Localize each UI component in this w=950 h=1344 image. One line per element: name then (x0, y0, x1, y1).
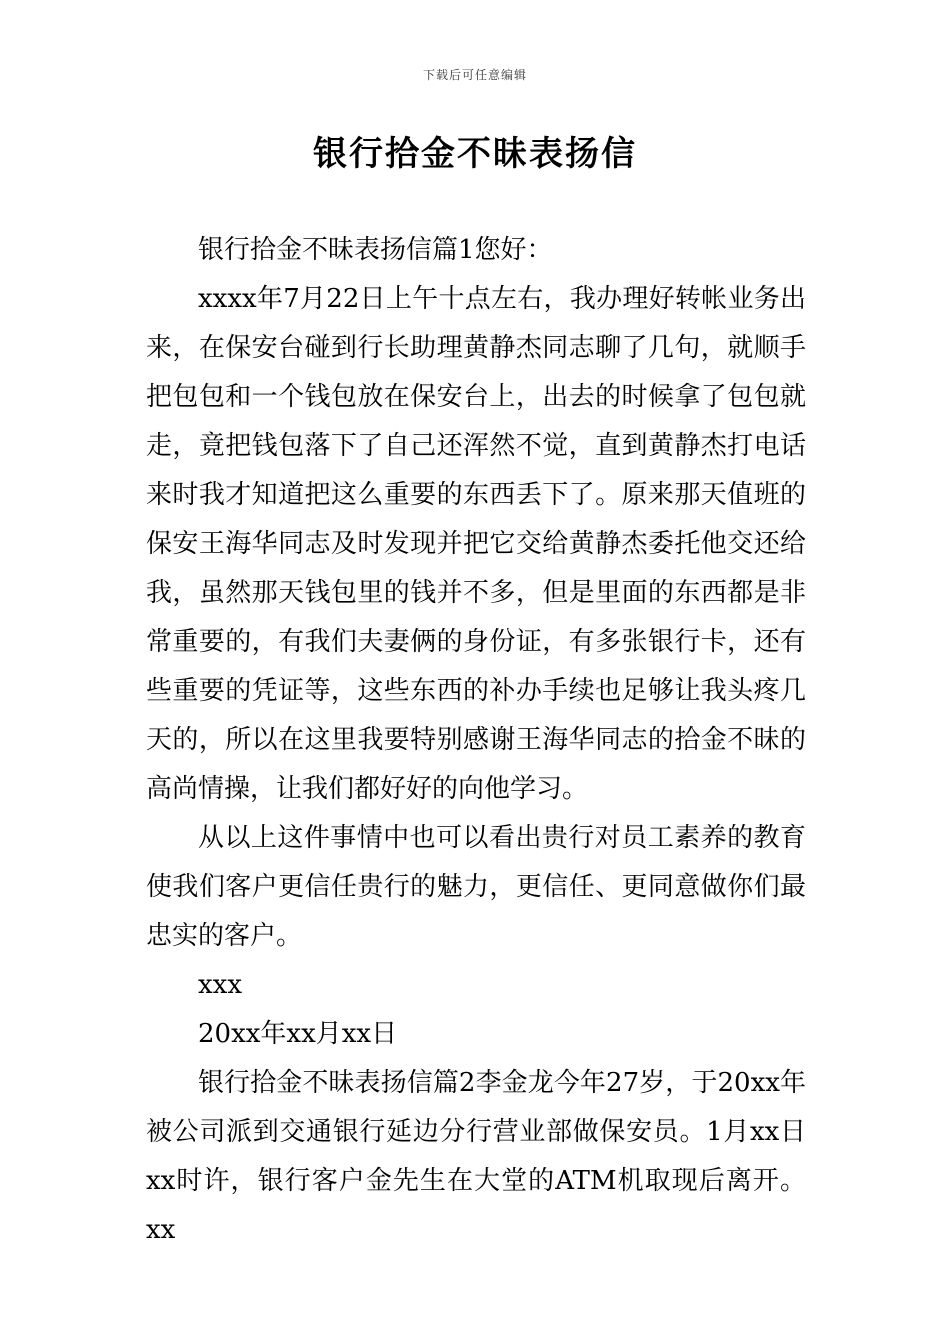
header-note: 下载后可任意编辑 (422, 68, 527, 82)
paragraph-greeting: 银行拾金不昧表扬信篇1您好： (198, 235, 553, 265)
document-title: 银行拾金不昧表扬信 (313, 134, 637, 174)
paragraph-letter-2: 银行拾金不昧表扬信篇2李金龙今年27岁，于20xx年被公司派到交通银行延边分行营业部做保安员。1月xx日xx时许，银行客户金先生在大堂的ATM机取现后离开。xx (146, 1068, 806, 1245)
paragraph-story: xxxx年7月22日上午十点左右，我办理好转帐业务出来，在保安台碰到行长助理黄静杰同志聊了几句，就顺手把包包和一个钱包放在保安台上，出去的时候拿了包包就走，竟把钱包落下了自己还浑然不觉，直到黄静杰打电话来时我才知道把这么重要的东西丢下了。原来那天值班的保安王海华同志及时发现并把它交给黄静杰委托他交还给我，虽然那天钱包里的钱并不多，但是里面的东西都是非常重要的，有我们夫妻俩的身份证，有多张银行卡，还有些重要的凭证等，这些东西的补办手续也足够让我头疼几天的，所以在这里我要特别感谢王海华同志的拾金不昧的高尚情操，让我们都好好的向他学习。 (146, 284, 806, 804)
paragraph-praise: 从以上这件事情中也可以看出贵行对员工素养的教育使我们客户更信任贵行的魅力，更信任、更同意做你们最忠实的客户。 (146, 823, 806, 951)
document-body (146, 226, 806, 1255)
paragraph-date: 20xx年xx月xx日 (198, 1019, 398, 1049)
paragraph-signature: xxx (198, 970, 242, 1000)
